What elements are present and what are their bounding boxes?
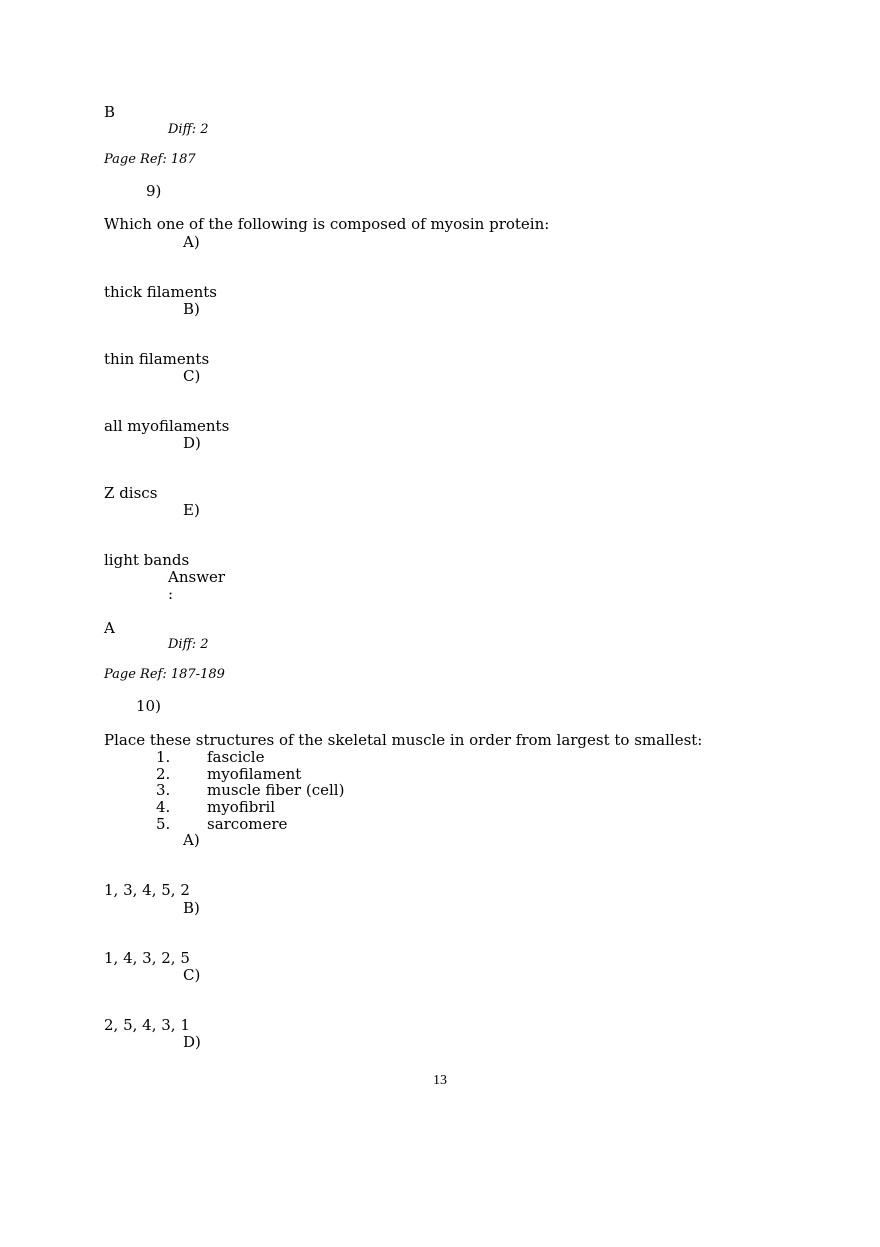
q9-option-e-letter: E) bbox=[183, 501, 200, 519]
q9-option-a-letter: A) bbox=[183, 233, 200, 251]
q9-option-c-text: all myofilaments bbox=[104, 417, 230, 435]
q9-page-ref: Page Ref: 187-189 bbox=[104, 667, 225, 682]
list-item-text: myofibril bbox=[207, 798, 276, 816]
q10-option-c-text: 2, 5, 4, 3, 1 bbox=[104, 1016, 190, 1034]
q9-option-c-letter: C) bbox=[183, 367, 201, 385]
prev-page-ref: Page Ref: 187 bbox=[104, 152, 196, 167]
q10-option-a-letter: A) bbox=[183, 831, 200, 849]
q9-answer-value: A bbox=[104, 619, 115, 637]
list-item-text: fascicle bbox=[207, 748, 265, 766]
q9-option-b-text: thin filaments bbox=[104, 350, 210, 368]
q10-option-b-letter: B) bbox=[183, 899, 200, 917]
list-item-number: 3. bbox=[156, 781, 171, 799]
list-item-text: myofilament bbox=[207, 765, 302, 783]
q10-option-b-text: 1, 4, 3, 2, 5 bbox=[104, 949, 190, 967]
prev-answer-value: B bbox=[104, 103, 116, 121]
list-item-text: muscle fiber (cell) bbox=[207, 781, 345, 799]
q9-option-d-letter: D) bbox=[183, 434, 201, 452]
q9-option-a-text: thick filaments bbox=[104, 283, 217, 301]
q10-option-a-text: 1, 3, 4, 5, 2 bbox=[104, 881, 190, 899]
list-item-number: 5. bbox=[156, 815, 171, 833]
q9-prompt: Which one of the following is composed of myosin protein: bbox=[104, 215, 550, 233]
q9-option-b-letter: B) bbox=[183, 300, 200, 318]
q10-option-c-letter: C) bbox=[183, 966, 201, 984]
q9-diff: Diff: 2 bbox=[168, 637, 209, 652]
list-item-text: sarcomere bbox=[207, 815, 288, 833]
list-item-number: 2. bbox=[156, 765, 171, 783]
q9-number: 9) bbox=[146, 182, 162, 200]
q10-option-d-letter: D) bbox=[183, 1033, 201, 1051]
q10-number: 10) bbox=[136, 697, 161, 715]
q9-option-e-text: light bands bbox=[104, 551, 190, 569]
q10-prompt: Place these structures of the skeletal muscle in order from largest to smallest: bbox=[104, 731, 703, 749]
q9-answer-colon: : bbox=[168, 585, 174, 603]
prev-diff: Diff: 2 bbox=[168, 122, 209, 137]
list-item-number: 4. bbox=[156, 798, 171, 816]
q9-answer-label: Answer bbox=[168, 568, 226, 586]
q9-option-d-text: Z discs bbox=[104, 484, 158, 502]
page-number: 13 bbox=[433, 1073, 447, 1088]
list-item-number: 1. bbox=[156, 748, 171, 766]
